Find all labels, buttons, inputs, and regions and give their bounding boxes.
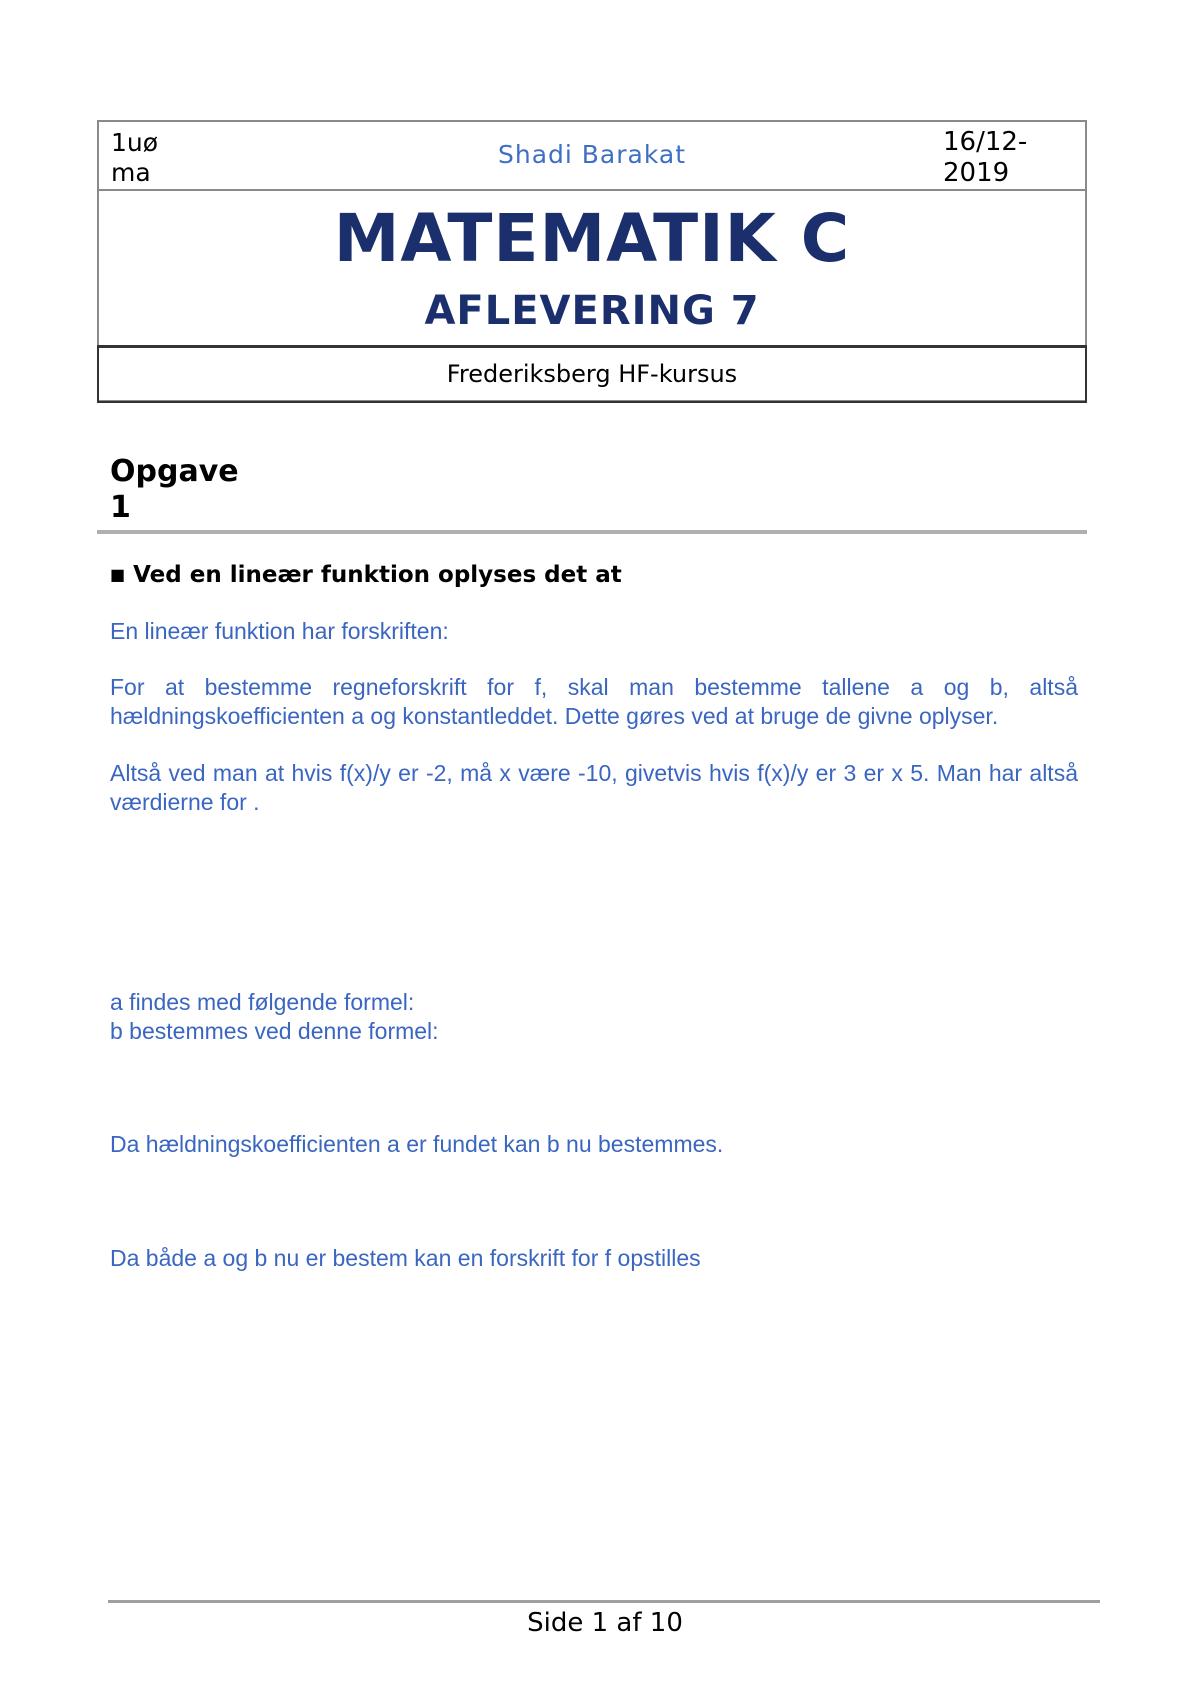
task-heading-text: Ved en lineær funktion oplyses det at bbox=[133, 562, 622, 588]
header-school-row bbox=[97, 345, 1087, 403]
document-header bbox=[97, 120, 1087, 402]
section-title-text: Opgave 1 bbox=[110, 454, 239, 525]
school-name: Frederiksberg HF-kursus bbox=[446, 360, 738, 388]
section-title bbox=[110, 454, 260, 526]
paragraph-6: Da hældningskoefficienten a er fundet kan b nu bestemmes. bbox=[110, 1131, 724, 1157]
paragraph-4: a findes med følgende formel: bbox=[110, 989, 415, 1015]
footer-divider bbox=[108, 1600, 1100, 1603]
header-top-row bbox=[99, 122, 1085, 191]
paragraph-2: For at bestemme regneforskrift for f, skal man bestemme tallene a og b, altså hældningskoefficienten a og konstantleddet. Dette gøres ved at bruge de givne oplyser. bbox=[110, 674, 1078, 729]
document-subtitle: AFLEVERING 7 bbox=[424, 288, 760, 334]
paragraph-7: Da både a og b nu er bestem kan en forskrift for f opstilles bbox=[110, 1245, 701, 1271]
paragraph-1: En lineær funktion har forskriften: bbox=[110, 618, 449, 644]
square-bullet-icon: ■ bbox=[110, 565, 126, 584]
paragraph-5: b bestemmes ved denne formel: bbox=[110, 1018, 439, 1044]
document-date: 16/12-2019 bbox=[943, 127, 1028, 188]
author-name: Shadi Barakat bbox=[497, 140, 687, 169]
page-number: Side 1 af 10 bbox=[527, 1608, 683, 1638]
task-heading bbox=[110, 562, 622, 588]
class-code: 1uø ma bbox=[111, 128, 159, 187]
paragraph-3: Altså ved man at hvis f(x)/y er -2, må x være -10, givetvis hvis f(x)/y er 3 er x 5. Man har altså værdierne for . bbox=[110, 760, 1078, 815]
document-title: MATEMATIK C bbox=[333, 200, 851, 277]
section-divider bbox=[97, 530, 1087, 534]
